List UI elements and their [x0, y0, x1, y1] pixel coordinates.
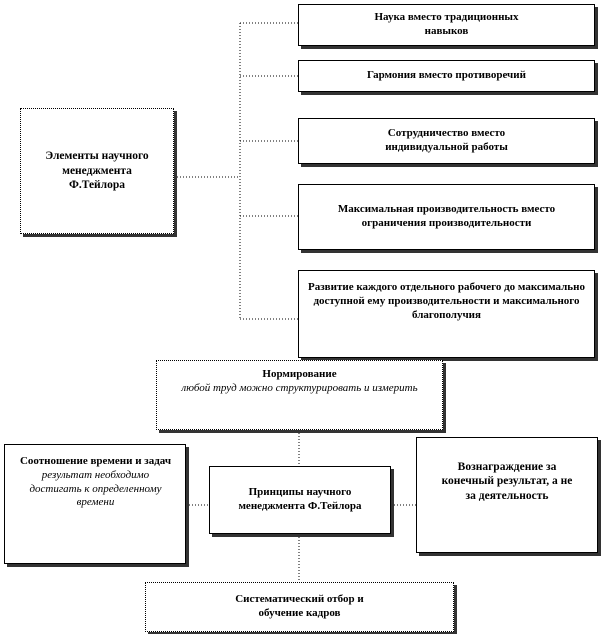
reward-text: Вознаграждение за конечный результат, а не за деятельность [441, 461, 573, 502]
norming-title: Нормирование [262, 368, 337, 380]
time-box [4, 444, 186, 564]
element-text-3: Сотрудничество вместо индивидуальной работы [385, 127, 508, 153]
element-box-5 [298, 270, 595, 358]
norming-box [156, 360, 443, 430]
time-title: Соотношение времени и задач [19, 455, 172, 467]
element-text-4: Максимальная производительность вместо ограничения производительности [337, 203, 556, 229]
element-box-1 [298, 4, 595, 46]
elements-title: Элементы научного менеджмента Ф.Тейлора [45, 150, 149, 192]
elements-title-box [20, 108, 174, 234]
element-text-5: Развитие каждого отдельного рабочего до максимально доступной ему производительности и максимального благополучия [308, 281, 585, 321]
element-text-2: Гармония вместо противоречий [367, 69, 526, 82]
selection-box [145, 582, 454, 632]
element-box-4 [298, 184, 595, 250]
selection-text: Систематический отбор и обучение кадров [235, 593, 364, 619]
norming-text: любой труд можно структурировать и измерить [181, 381, 418, 394]
time-text: результат необходимо достигать к определенному времени [29, 468, 162, 509]
principles-title-box [209, 466, 391, 534]
principles-title: Принципы научного менеджмента Ф.Тейлора [238, 486, 362, 512]
element-box-2 [298, 60, 595, 92]
element-box-3 [298, 118, 595, 164]
element-text-1: Наука вместо традиционных навыков [374, 11, 519, 37]
reward-box [416, 437, 598, 553]
